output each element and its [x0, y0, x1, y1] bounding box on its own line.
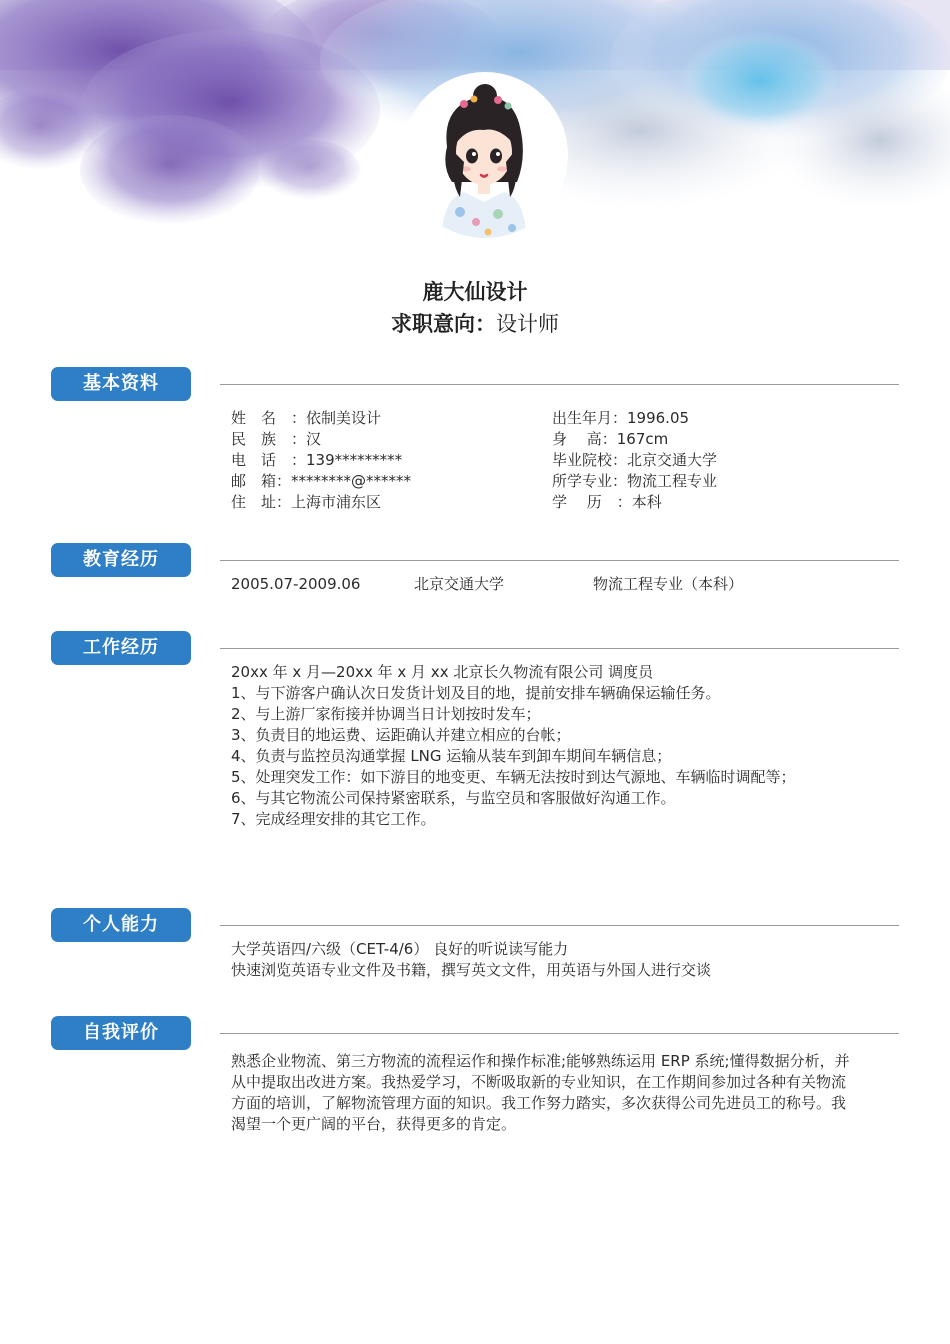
education-period: 2005.07-2009.06 [231, 575, 361, 593]
section-divider [220, 925, 899, 926]
section-tab-work: 工作经历 [51, 631, 191, 665]
self-eval-line: 方面的培训，了解物流管理方面的知识。我工作努力踏实，多次获得公司先进员工的称号。我 [231, 1094, 847, 1112]
basic-info-ethnicity: 民 族 ：汉 [231, 430, 322, 448]
basic-info-email: 邮 箱：********@****** [231, 472, 412, 490]
work-line: 1、与下游客户确认次日发货计划及目的地，提前安排车辆确保运输任务。 [231, 684, 721, 702]
job-intent-label: 求职意向： [391, 312, 496, 336]
skills-list [231, 939, 891, 981]
basic-info-height: 身 高：167cm [552, 430, 669, 448]
skills-line: 大学英语四/六级（CET-4/6） 良好的听说读写能力 [231, 940, 569, 958]
self-eval-line: 熟悉企业物流、第三方物流的流程运作和操作标准;能够熟练运用 ERP 系统;懂得数据分析，并 [231, 1052, 850, 1070]
avatar [402, 72, 568, 238]
section-divider [220, 648, 899, 649]
education-major: 物流工程专业（本科） [593, 575, 744, 593]
work-experience-list [231, 662, 891, 830]
job-intent-value: 设计师 [496, 312, 559, 336]
section-tab-self-evaluation: 自我评价 [51, 1016, 191, 1050]
basic-info-birth: 出生年月：1996.05 [552, 409, 690, 427]
basic-info-name: 姓 名 ：依制美设计 [231, 409, 382, 427]
work-line: 3、负责目的地运费、运距确认并建立相应的台帐； [231, 726, 571, 744]
education-school: 北京交通大学 [414, 575, 505, 593]
work-line: 7、完成经理安排的其它工作。 [231, 810, 436, 828]
work-line: 6、与其它物流公司保持紧密联系，与监空员和客服做好沟通工作。 [231, 789, 676, 807]
basic-info-phone: 电 话 ：139********* [231, 451, 403, 469]
basic-info-school: 毕业院校：北京交通大学 [552, 451, 718, 469]
work-line: 4、负责与监控员沟通掌握 LNG 运输从装车到卸车期间车辆信息； [231, 747, 672, 765]
cartoon-girl-illustration [402, 72, 568, 238]
candidate-name: 鹿大仙设计 [422, 280, 528, 304]
section-divider [220, 384, 899, 385]
section-tab-basic-info: 基本资料 [51, 367, 191, 401]
section-divider [220, 1033, 899, 1034]
section-tab-skills: 个人能力 [51, 908, 191, 942]
basic-info-major: 所学专业：物流工程专业 [552, 472, 718, 490]
work-line: 20xx 年 x 月—20xx 年 x 月 xx 北京长久物流有限公司 调度员 [231, 663, 654, 681]
basic-info-degree: 学 历 ：本科 [552, 493, 662, 511]
self-eval-line: 渴望一个更广阔的平台，获得更多的肯定。 [231, 1115, 517, 1133]
self-evaluation-text [231, 1051, 891, 1135]
self-eval-line: 从中提取出改进方案。我热爱学习，不断吸取新的专业知识，在工作期间参加过各种有关物流 [231, 1073, 847, 1091]
work-line: 5、处理突发工作：如下游目的地变更、车辆无法按时到达气源地、车辆临时调配等； [231, 768, 796, 786]
section-divider [220, 560, 899, 561]
basic-info-address: 住 址：上海市浦东区 [231, 493, 382, 511]
work-line: 2、与上游厂家衔接并协调当日计划按时发车； [231, 705, 541, 723]
skills-line: 快速浏览英语专业文件及书籍，撰写英文文件，用英语与外国人进行交谈 [231, 961, 712, 979]
job-intent [0, 308, 950, 338]
section-tab-education: 教育经历 [51, 543, 191, 577]
